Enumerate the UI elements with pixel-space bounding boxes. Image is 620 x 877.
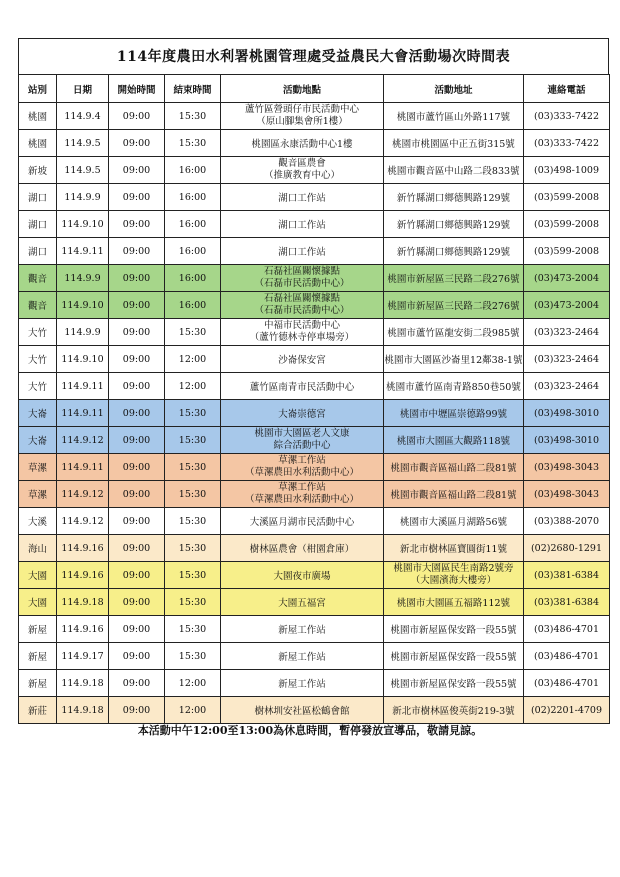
cell-station: 桃園 [19, 130, 57, 157]
cell-station: 大園 [19, 562, 57, 589]
cell-address-line: 桃園市桃園區中正五街315號 [392, 139, 515, 150]
cell-end-time: 15:30 [165, 103, 221, 130]
cell-address-line: 桃園市大園區大觀路118號 [396, 436, 511, 447]
table-row [19, 211, 610, 238]
cell-place-line: 沙崙保安宮 [278, 355, 326, 366]
cell-address [384, 562, 524, 589]
cell-station: 新坡 [19, 157, 57, 184]
cell-address [384, 238, 524, 265]
cell-phone: (03)599-2008 [524, 211, 610, 238]
cell-station: 大竹 [19, 319, 57, 346]
cell-place-line: 樹林圳安社區松鶴會館 [254, 706, 350, 717]
cell-end-time: 15:30 [165, 562, 221, 589]
cell-end-time: 15:30 [165, 400, 221, 427]
cell-phone: (03)498-3043 [524, 454, 610, 481]
cell-end-time: 16:00 [165, 238, 221, 265]
header-start-time: 開始時間 [109, 75, 165, 103]
cell-place-line: 中福市民活動中心 [263, 320, 340, 331]
schedule-document [18, 38, 609, 724]
table-row [19, 265, 610, 292]
table-header-row [19, 75, 610, 103]
cell-date: 114.9.10 [57, 346, 109, 373]
cell-phone: (03)498-3043 [524, 481, 610, 508]
cell-place [221, 616, 384, 643]
cell-place [221, 184, 384, 211]
cell-place [221, 319, 384, 346]
cell-end-time: 15:30 [165, 508, 221, 535]
cell-phone: (03)473-2004 [524, 265, 610, 292]
cell-address-line: 新北市樹林區寶圓街11號 [399, 544, 508, 555]
cell-address [384, 400, 524, 427]
cell-address-line: 桃園市新屋區保安路一段55號 [390, 652, 517, 663]
cell-address [384, 265, 524, 292]
table-row [19, 481, 610, 508]
cell-address-line: 桃園市大園區民生南路2號旁 [393, 563, 514, 574]
cell-place-line: 綜合活動中心 [273, 440, 331, 451]
cell-place [221, 292, 384, 319]
cell-end-time: 16:00 [165, 157, 221, 184]
cell-address [384, 616, 524, 643]
cell-place-line: 大溪區月湖市民活動中心 [249, 517, 355, 528]
table-row [19, 535, 610, 562]
cell-date: 114.9.12 [57, 481, 109, 508]
cell-place-line: （蘆竹德林寺停車場旁） [249, 332, 355, 343]
cell-end-time: 12:00 [165, 670, 221, 697]
cell-station: 湖口 [19, 238, 57, 265]
cell-place-line: 新屋工作站 [278, 679, 326, 690]
cell-station: 草漯 [19, 481, 57, 508]
cell-station: 觀音 [19, 265, 57, 292]
cell-start-time: 09:00 [109, 670, 165, 697]
cell-address-line: 新北市樹林區俊英街219-3號 [392, 706, 515, 717]
cell-station: 新屋 [19, 670, 57, 697]
cell-date: 114.9.10 [57, 211, 109, 238]
cell-station: 大園 [19, 589, 57, 616]
cell-place-line: 石磊社區關懷據點 [263, 266, 340, 277]
cell-date: 114.9.12 [57, 427, 109, 454]
cell-date: 114.9.9 [57, 319, 109, 346]
cell-end-time: 15:30 [165, 616, 221, 643]
cell-station: 大竹 [19, 373, 57, 400]
cell-end-time: 15:30 [165, 130, 221, 157]
cell-end-time: 15:30 [165, 643, 221, 670]
cell-start-time: 09:00 [109, 346, 165, 373]
cell-place-line: 草漯工作站 [278, 482, 326, 493]
cell-phone: (03)498-3010 [524, 400, 610, 427]
cell-start-time: 09:00 [109, 508, 165, 535]
cell-date: 114.9.18 [57, 670, 109, 697]
cell-start-time: 09:00 [109, 373, 165, 400]
cell-date: 114.9.18 [57, 697, 109, 724]
table-row [19, 400, 610, 427]
header-place: 活動地點 [221, 75, 384, 103]
table-row [19, 616, 610, 643]
cell-station: 大崙 [19, 400, 57, 427]
table-row [19, 103, 610, 130]
cell-place-line: （草漯農田水利活動中心） [244, 494, 359, 505]
cell-place [221, 211, 384, 238]
cell-place-line: 蘆竹區南青市民活動中心 [249, 382, 355, 393]
cell-start-time: 09:00 [109, 157, 165, 184]
cell-end-time: 15:30 [165, 589, 221, 616]
cell-address [384, 184, 524, 211]
cell-date: 114.9.5 [57, 157, 109, 184]
table-body [19, 103, 610, 724]
schedule-table [18, 74, 610, 724]
cell-address [384, 481, 524, 508]
cell-address-line: 新竹縣湖口鄉德興路129號 [396, 193, 511, 204]
cell-place-line: （草漯農田水利活動中心） [244, 467, 359, 478]
cell-start-time: 09:00 [109, 238, 165, 265]
cell-address-line: 桃園市大溪區月湖路56號 [399, 517, 508, 528]
cell-address-line: 桃園市蘆竹區山外路117號 [396, 112, 511, 123]
cell-end-time: 15:30 [165, 319, 221, 346]
cell-start-time: 09:00 [109, 481, 165, 508]
cell-phone: (03)599-2008 [524, 184, 610, 211]
cell-address-line: 桃園市新屋區保安路一段55號 [390, 625, 517, 636]
cell-start-time: 09:00 [109, 589, 165, 616]
cell-phone: (03)323-2464 [524, 346, 610, 373]
cell-place-line: 大崙崇德宮 [278, 409, 326, 420]
cell-phone: (03)498-1009 [524, 157, 610, 184]
cell-address [384, 670, 524, 697]
cell-station: 大崙 [19, 427, 57, 454]
cell-place [221, 130, 384, 157]
cell-place-line: 樹林區農會（柑園倉庫） [249, 544, 355, 555]
table-row [19, 184, 610, 211]
cell-address-line: 桃園市新屋區三民路二段276號 [387, 274, 520, 285]
cell-end-time: 12:00 [165, 346, 221, 373]
cell-date: 114.9.11 [57, 373, 109, 400]
cell-start-time: 09:00 [109, 400, 165, 427]
cell-place [221, 589, 384, 616]
table-row [19, 643, 610, 670]
cell-end-time: 16:00 [165, 292, 221, 319]
cell-place-line: 湖口工作站 [278, 247, 326, 258]
cell-place [221, 535, 384, 562]
header-date: 日期 [57, 75, 109, 103]
cell-station: 桃園 [19, 103, 57, 130]
cell-phone: (03)498-3010 [524, 427, 610, 454]
cell-address-line: 新竹縣湖口鄉德興路129號 [396, 247, 511, 258]
cell-start-time: 09:00 [109, 319, 165, 346]
cell-place-line: 石磊社區關懷據點 [263, 293, 340, 304]
cell-address [384, 508, 524, 535]
cell-address-line: 桃園市新屋區保安路一段55號 [390, 679, 517, 690]
header-phone: 連絡電話 [524, 75, 610, 103]
cell-date: 114.9.11 [57, 454, 109, 481]
footer-note: 本活動中午12:00至13:00為休息時間，暫停發放宣導品，敬請見諒。 [137, 724, 483, 737]
cell-address [384, 103, 524, 130]
table-row [19, 346, 610, 373]
header-address: 活動地址 [384, 75, 524, 103]
cell-place [221, 400, 384, 427]
cell-date: 114.9.11 [57, 238, 109, 265]
cell-start-time: 09:00 [109, 184, 165, 211]
cell-place [221, 670, 384, 697]
cell-address [384, 697, 524, 724]
cell-end-time: 16:00 [165, 211, 221, 238]
cell-address-line: 桃園市蘆竹區南青路850巷50號 [386, 382, 521, 393]
cell-start-time: 09:00 [109, 562, 165, 589]
cell-address-line: 桃園市觀音區福山路二段81號 [390, 463, 517, 474]
cell-place [221, 508, 384, 535]
cell-date: 114.9.16 [57, 535, 109, 562]
cell-place [221, 265, 384, 292]
cell-address [384, 319, 524, 346]
cell-start-time: 09:00 [109, 265, 165, 292]
cell-end-time: 12:00 [165, 373, 221, 400]
cell-phone: (03)333-7422 [524, 130, 610, 157]
cell-station: 新屋 [19, 643, 57, 670]
cell-address-line: 桃園市大園區五福路112號 [396, 598, 511, 609]
cell-phone: (03)486-4701 [524, 616, 610, 643]
cell-start-time: 09:00 [109, 211, 165, 238]
cell-place-line: 大園夜市廣場 [273, 571, 331, 582]
cell-station: 新屋 [19, 616, 57, 643]
cell-date: 114.9.11 [57, 400, 109, 427]
cell-place [221, 562, 384, 589]
cell-end-time: 15:30 [165, 481, 221, 508]
cell-place [221, 103, 384, 130]
cell-place-line: 觀音區農會 [278, 158, 326, 169]
cell-address-line: 桃園市大園區沙崙里12鄰38-1號 [384, 355, 523, 366]
cell-date: 114.9.9 [57, 184, 109, 211]
cell-station: 大竹 [19, 346, 57, 373]
cell-date: 114.9.18 [57, 589, 109, 616]
cell-phone: (03)486-4701 [524, 643, 610, 670]
cell-phone: (03)381-6384 [524, 589, 610, 616]
cell-phone: (02)2680-1291 [524, 535, 610, 562]
cell-start-time: 09:00 [109, 616, 165, 643]
table-row [19, 130, 610, 157]
cell-address [384, 589, 524, 616]
cell-start-time: 09:00 [109, 697, 165, 724]
cell-address [384, 292, 524, 319]
cell-address [384, 454, 524, 481]
cell-address-line: 桃園市觀音區福山路二段81號 [390, 490, 517, 501]
cell-place-line: 新屋工作站 [278, 652, 326, 663]
cell-address [384, 211, 524, 238]
cell-place-line: 蘆竹區營頭仔市民活動中心 [244, 104, 359, 115]
table-row [19, 292, 610, 319]
cell-address [384, 535, 524, 562]
table-row [19, 697, 610, 724]
cell-place-line: 桃園市大園區老人文康 [254, 428, 350, 439]
cell-start-time: 09:00 [109, 292, 165, 319]
cell-place-line: （原山腳集會所1樓） [256, 116, 348, 127]
table-row [19, 454, 610, 481]
cell-end-time: 12:00 [165, 697, 221, 724]
cell-phone: (03)473-2004 [524, 292, 610, 319]
cell-start-time: 09:00 [109, 103, 165, 130]
cell-date: 114.9.9 [57, 265, 109, 292]
cell-end-time: 15:30 [165, 535, 221, 562]
cell-place [221, 454, 384, 481]
cell-date: 114.9.17 [57, 643, 109, 670]
cell-place [221, 481, 384, 508]
cell-phone: (03)323-2464 [524, 373, 610, 400]
cell-address [384, 427, 524, 454]
table-row [19, 670, 610, 697]
cell-address-line: 桃園市觀音區中山路二段833號 [387, 166, 520, 177]
cell-date: 114.9.16 [57, 562, 109, 589]
cell-place [221, 157, 384, 184]
table-row [19, 589, 610, 616]
cell-place-line: （石磊市民活動中心） [254, 278, 350, 289]
cell-place [221, 373, 384, 400]
cell-station: 大溪 [19, 508, 57, 535]
cell-start-time: 09:00 [109, 643, 165, 670]
cell-station: 海山 [19, 535, 57, 562]
cell-start-time: 09:00 [109, 535, 165, 562]
cell-address-line: （大園濱海大樓旁） [410, 575, 497, 586]
cell-place [221, 346, 384, 373]
cell-place [221, 427, 384, 454]
header-end-time: 結束時間 [165, 75, 221, 103]
cell-place-line: （推廣教育中心） [263, 170, 340, 181]
cell-end-time: 16:00 [165, 184, 221, 211]
cell-address [384, 157, 524, 184]
cell-place-line: 湖口工作站 [278, 193, 326, 204]
cell-phone: (03)388-2070 [524, 508, 610, 535]
cell-place-line: 桃園區永康活動中心1樓 [251, 139, 353, 150]
cell-station: 新莊 [19, 697, 57, 724]
table-row [19, 319, 610, 346]
cell-place-line: 大園五福宮 [278, 598, 326, 609]
cell-phone: (03)381-6384 [524, 562, 610, 589]
table-row [19, 562, 610, 589]
table-row [19, 238, 610, 265]
document-title: 114年度農田水利署桃園管理處受益農民大會活動場次時間表 [18, 38, 609, 74]
cell-address [384, 130, 524, 157]
cell-start-time: 09:00 [109, 130, 165, 157]
cell-place [221, 697, 384, 724]
cell-phone: (03)486-4701 [524, 670, 610, 697]
cell-address-line: 桃園市中壢區崇德路99號 [399, 409, 508, 420]
table-row [19, 373, 610, 400]
cell-date: 114.9.5 [57, 130, 109, 157]
header-station: 站別 [19, 75, 57, 103]
cell-date: 114.9.4 [57, 103, 109, 130]
cell-end-time: 15:30 [165, 454, 221, 481]
cell-station: 觀音 [19, 292, 57, 319]
cell-date: 114.9.12 [57, 508, 109, 535]
cell-start-time: 09:00 [109, 427, 165, 454]
cell-date: 114.9.10 [57, 292, 109, 319]
cell-address [384, 643, 524, 670]
cell-address [384, 346, 524, 373]
cell-place-line: 新屋工作站 [278, 625, 326, 636]
table-row [19, 157, 610, 184]
cell-phone: (03)323-2464 [524, 319, 610, 346]
cell-start-time: 09:00 [109, 454, 165, 481]
cell-phone: (02)2201-4709 [524, 697, 610, 724]
cell-place-line: 湖口工作站 [278, 220, 326, 231]
cell-phone: (03)333-7422 [524, 103, 610, 130]
cell-place-line: 草漯工作站 [278, 455, 326, 466]
cell-place-line: （石磊市民活動中心） [254, 305, 350, 316]
cell-place [221, 238, 384, 265]
cell-address [384, 373, 524, 400]
cell-place [221, 643, 384, 670]
cell-address-line: 新竹縣湖口鄉德興路129號 [396, 220, 511, 231]
cell-end-time: 15:30 [165, 427, 221, 454]
cell-phone: (03)599-2008 [524, 238, 610, 265]
cell-address-line: 桃園市蘆竹區龍安街二段985號 [387, 328, 520, 339]
cell-end-time: 16:00 [165, 265, 221, 292]
cell-address-line: 桃園市新屋區三民路二段276號 [387, 301, 520, 312]
table-row [19, 427, 610, 454]
table-row [19, 508, 610, 535]
cell-station: 湖口 [19, 184, 57, 211]
cell-station: 草漯 [19, 454, 57, 481]
cell-station: 湖口 [19, 211, 57, 238]
cell-date: 114.9.16 [57, 616, 109, 643]
